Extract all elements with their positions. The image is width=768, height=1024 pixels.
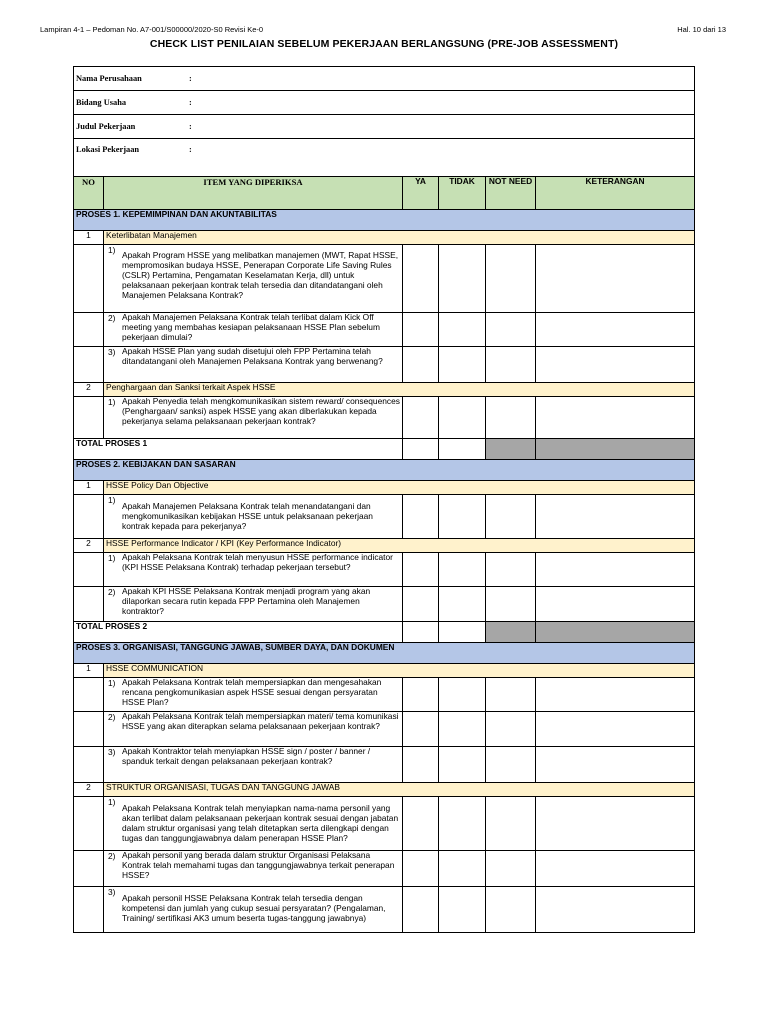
subsection-row (74, 664, 695, 678)
keterangan-cell[interactable] (536, 678, 695, 712)
total-ya-cell[interactable] (403, 622, 439, 643)
item-question-cell (104, 397, 403, 439)
tidak-checkbox-cell[interactable] (439, 397, 486, 439)
item-question-cell (104, 587, 403, 622)
keterangan-cell[interactable] (536, 887, 695, 933)
section-row (74, 210, 695, 231)
item-number: 1) (108, 678, 116, 688)
checklist-item-row (74, 587, 695, 622)
ya-checkbox-cell[interactable] (403, 245, 439, 313)
item-question-cell (104, 553, 403, 587)
item-question: Apakah Pelaksana Kontrak telah mempersiapkan materi/ tema komunikasi HSSE yang akan diterapkan selama pelaksanaan pekerjaan kontrak? (122, 711, 399, 731)
tidak-checkbox-cell[interactable] (439, 678, 486, 712)
item-question: Apakah Pelaksana Kontrak telah mempersiapkan dan mengesahakan rencana pengkomunikasian aspek HSSE sesuai dengan persyaratan HSSE Plan? (122, 677, 382, 707)
keterangan-cell[interactable] (536, 587, 695, 622)
info-row-company (74, 67, 695, 91)
checklist-item-row (74, 747, 695, 783)
not-need-checkbox-cell[interactable] (486, 495, 536, 539)
subsection-row (74, 383, 695, 397)
item-question-cell (104, 678, 403, 712)
total-label: TOTAL PROSES 1 (74, 439, 403, 460)
item-no-cell (74, 397, 104, 439)
subsection-title: HSSE Policy Dan Objective (104, 481, 695, 495)
tidak-checkbox-cell[interactable] (439, 797, 486, 851)
tidak-checkbox-cell[interactable] (439, 851, 486, 887)
not-need-checkbox-cell[interactable] (486, 678, 536, 712)
subsection-row (74, 539, 695, 553)
item-question: Apakah Program HSSE yang melibatkan manajemen (MWT, Rapat HSSE, mempromosikan budaya HSSE, Penerapan Corporate Life Saving Rules (CSLR) Pertamina, Pengamatan Keselamatan Kerja, dll) untuk pelaksanaan pekerjaan kontrak telah tersedia dan ditandatangani oleh Manajemen Pelaksana Kontrak? (122, 250, 399, 300)
item-number: 2) (108, 587, 116, 597)
not-need-checkbox-cell[interactable] (486, 347, 536, 383)
item-question: Apakah Penyedia telah mengkomunikasikan sistem reward/ consequences (Penghargaan/ sanksi) aspek HSSE yang akan diberlakukan kepada pekerjanya selama pelaksanaan pekerjaan kontrak? (122, 396, 400, 426)
item-question: Apakah personil HSSE Pelaksana Kontrak telah tersedia dengan kompetensi dan jumlah yang cukup sesuai persyaratan? (Pengalaman, Training/ sertifikasi AK3 umum beserta tugas-tanggung jawabnya) (122, 893, 386, 923)
item-no-cell (74, 347, 104, 383)
total-keterangan-cell (536, 439, 695, 460)
total-label: TOTAL PROSES 2 (74, 622, 403, 643)
keterangan-cell[interactable] (536, 245, 695, 313)
col-no: NO (74, 177, 104, 210)
keterangan-cell[interactable] (536, 313, 695, 347)
info-separator: : (189, 97, 192, 107)
keterangan-cell[interactable] (536, 851, 695, 887)
keterangan-cell[interactable] (536, 347, 695, 383)
page-number: Hal. 10 dari 13 (677, 25, 726, 34)
subsection-title: HSSE Performance Indicator / KPI (Key Performance Indicator) (104, 539, 695, 553)
subsection-number: 1 (74, 664, 104, 678)
ya-checkbox-cell[interactable] (403, 313, 439, 347)
item-number: 2) (108, 712, 116, 722)
col-ya: YA (403, 177, 439, 210)
tidak-checkbox-cell[interactable] (439, 887, 486, 933)
subsection-title: Keterlibatan Manajemen (104, 231, 695, 245)
item-question-cell (104, 495, 403, 539)
subsection-number: 2 (74, 383, 104, 397)
item-no-cell (74, 495, 104, 539)
item-no-cell (74, 245, 104, 313)
item-question: Apakah Manajemen Pelaksana Kontrak telah terlibat dalam Kick Off meeting yang membahas kesiapan pelaksanaan HSSE Plan sebelum pekerjaan dimulai? (122, 312, 380, 342)
subsection-row (74, 481, 695, 495)
subsection-row (74, 783, 695, 797)
ya-checkbox-cell[interactable] (403, 347, 439, 383)
item-question-cell (104, 747, 403, 783)
not-need-checkbox-cell[interactable] (486, 887, 536, 933)
column-header-row (74, 177, 695, 210)
ya-checkbox-cell[interactable] (403, 678, 439, 712)
item-number: 1) (108, 245, 116, 255)
section-title: PROSES 2. KEBIJAKAN DAN SASARAN (74, 460, 695, 481)
tidak-checkbox-cell[interactable] (439, 313, 486, 347)
tidak-checkbox-cell[interactable] (439, 495, 486, 539)
item-question: Apakah personil yang berada dalam struktur Organisasi Pelaksana Kontrak telah memahami tugas dan tanggungjawabnya terkait penerapan HSSE? (122, 850, 395, 880)
total-tidak-cell[interactable] (439, 622, 486, 643)
subsection-number: 1 (74, 481, 104, 495)
ya-checkbox-cell[interactable] (403, 553, 439, 587)
section-title: PROSES 1. KEPEMIMPINAN DAN AKUNTABILITAS (74, 210, 695, 231)
item-number: 2) (108, 851, 116, 861)
checklist-item-row (74, 397, 695, 439)
info-separator: : (189, 73, 192, 83)
document-reference: Lampiran 4-1 – Pedoman No. A7-001/S00000/2020-S0 Revisi Ke-0 (40, 25, 264, 34)
item-number: 3) (108, 747, 116, 757)
item-number: 3) (108, 887, 116, 897)
total-row (74, 622, 695, 643)
section-row (74, 643, 695, 664)
item-question: Apakah Manajemen Pelaksana Kontrak telah menandatangani dan mengkomunikasikan kebijakan HSSE untuk pelaksanaan pekerjaan kontrak kepada para pekerjanya? (122, 501, 373, 531)
checklist-item-row (74, 797, 695, 851)
subsection-title: STRUKTUR ORGANISASI, TUGAS DAN TANGGUNG JAWAB (104, 783, 695, 797)
ya-checkbox-cell[interactable] (403, 587, 439, 622)
item-no-cell (74, 797, 104, 851)
section-title: PROSES 3. ORGANISASI, TANGGUNG JAWAB, SUMBER DAYA, DAN DOKUMEN (74, 643, 695, 664)
tidak-checkbox-cell[interactable] (439, 747, 486, 783)
col-not-need: NOT NEED (486, 177, 536, 210)
item-no-cell (74, 887, 104, 933)
checklist-item-row (74, 553, 695, 587)
col-keterangan: KETERANGAN (536, 177, 695, 210)
info-label: Nama Perusahaan (76, 73, 142, 83)
not-need-checkbox-cell[interactable] (486, 313, 536, 347)
section-row (74, 460, 695, 481)
keterangan-cell[interactable] (536, 747, 695, 783)
item-no-cell (74, 747, 104, 783)
item-question: Apakah KPI HSSE Pelaksana Kontrak menjadi program yang akan dilaporkan secara rutin kepada FPP Pertamina oleh Manajemen kontraktor? (122, 586, 371, 616)
not-need-checkbox-cell[interactable] (486, 797, 536, 851)
checklist-item-row (74, 887, 695, 933)
subsection-title: Penghargaan dan Sanksi terkait Aspek HSSE (104, 383, 695, 397)
total-ya-cell[interactable] (403, 439, 439, 460)
checklist-item-row (74, 495, 695, 539)
item-number: 2) (108, 313, 116, 323)
item-question: Apakah HSSE Plan yang sudah disetujui oleh FPP Pertamina telah ditandatangani oleh Manajemen Pelaksana Kontrak yang berwenang? (122, 346, 383, 366)
not-need-checkbox-cell[interactable] (486, 747, 536, 783)
item-question-cell (104, 887, 403, 933)
not-need-checkbox-cell[interactable] (486, 245, 536, 313)
total-row (74, 439, 695, 460)
item-question-cell (104, 313, 403, 347)
not-need-checkbox-cell[interactable] (486, 851, 536, 887)
not-need-checkbox-cell[interactable] (486, 587, 536, 622)
keterangan-cell[interactable] (536, 797, 695, 851)
ya-checkbox-cell[interactable] (403, 851, 439, 887)
ya-checkbox-cell[interactable] (403, 887, 439, 933)
info-label: Lokasi Pekerjaan (76, 145, 140, 154)
info-row-location (74, 139, 695, 177)
item-question-cell (104, 851, 403, 887)
total-keterangan-cell (536, 622, 695, 643)
item-number: 1) (108, 397, 116, 407)
checklist-item-row (74, 347, 695, 383)
item-question-cell (104, 245, 403, 313)
item-question: Apakah Pelaksana Kontrak telah menyusun HSSE performance indicator (KPI HSSE Pelaksana Kontrak) terhadap pekerjaan tersebut? (122, 552, 393, 572)
info-row-business (74, 91, 695, 115)
tidak-checkbox-cell[interactable] (439, 587, 486, 622)
keterangan-cell[interactable] (536, 397, 695, 439)
keterangan-cell[interactable] (536, 712, 695, 747)
item-no-cell (74, 587, 104, 622)
not-need-checkbox-cell[interactable] (486, 397, 536, 439)
info-label: Bidang Usaha (76, 97, 127, 107)
ya-checkbox-cell[interactable] (403, 495, 439, 539)
tidak-checkbox-cell[interactable] (439, 245, 486, 313)
checklist-item-row (74, 851, 695, 887)
tidak-checkbox-cell[interactable] (439, 553, 486, 587)
total-tidak-cell[interactable] (439, 439, 486, 460)
item-number: 1) (108, 797, 116, 807)
item-question: Apakah Kontraktor telah menyiapkan HSSE sign / poster / banner / spanduk terkait dengan pelaksanaan pekerjaan kontrak? (122, 746, 371, 766)
item-no-cell (74, 313, 104, 347)
not-need-checkbox-cell[interactable] (486, 553, 536, 587)
item-number: 3) (108, 347, 116, 357)
info-separator: : (189, 121, 192, 131)
tidak-checkbox-cell[interactable] (439, 712, 486, 747)
subsection-title: HSSE COMMUNICATION (104, 664, 695, 678)
checklist-item-row (74, 245, 695, 313)
ya-checkbox-cell[interactable] (403, 397, 439, 439)
total-not-need-cell (486, 622, 536, 643)
col-item: ITEM YANG DIPERIKSA (104, 177, 403, 210)
item-number: 1) (108, 495, 116, 505)
keterangan-cell[interactable] (536, 553, 695, 587)
checklist-item-row (74, 313, 695, 347)
document-title: CHECK LIST PENILAIAN SEBELUM PEKERJAAN BERLANGSUNG (PRE-JOB ASSESSMENT) (149, 38, 619, 50)
item-question: Apakah Pelaksana Kontrak telah menyiapkan nama-nama personil yang akan terlibat dalam pelaksanaan pekerjaan kontrak sesuai dengan jabatan dalam struktur organisasi yang telah ditetapkan serta dilengkapi dengan tugas dan tanggungjawabnya dalam penerapan HSSE Plan? (122, 803, 399, 843)
subsection-number: 1 (74, 231, 104, 245)
subsection-number: 2 (74, 783, 104, 797)
checklist-item-row (74, 712, 695, 747)
keterangan-cell[interactable] (536, 495, 695, 539)
item-no-cell (74, 553, 104, 587)
info-label: Judul Pekerjaan (76, 121, 136, 131)
checklist-table (73, 66, 695, 933)
ya-checkbox-cell[interactable] (403, 747, 439, 783)
subsection-row (74, 231, 695, 245)
item-no-cell (74, 851, 104, 887)
ya-checkbox-cell[interactable] (403, 712, 439, 747)
item-question-cell (104, 712, 403, 747)
item-question-cell (104, 347, 403, 383)
tidak-checkbox-cell[interactable] (439, 347, 486, 383)
checklist-item-row (74, 678, 695, 712)
item-no-cell (74, 712, 104, 747)
info-row-job-title (74, 115, 695, 139)
subsection-number: 2 (74, 539, 104, 553)
ya-checkbox-cell[interactable] (403, 797, 439, 851)
item-question-cell (104, 797, 403, 851)
item-number: 1) (108, 553, 116, 563)
total-not-need-cell (486, 439, 536, 460)
not-need-checkbox-cell[interactable] (486, 712, 536, 747)
info-separator: : (189, 145, 192, 154)
item-no-cell (74, 678, 104, 712)
col-tidak: TIDAK (439, 177, 486, 210)
